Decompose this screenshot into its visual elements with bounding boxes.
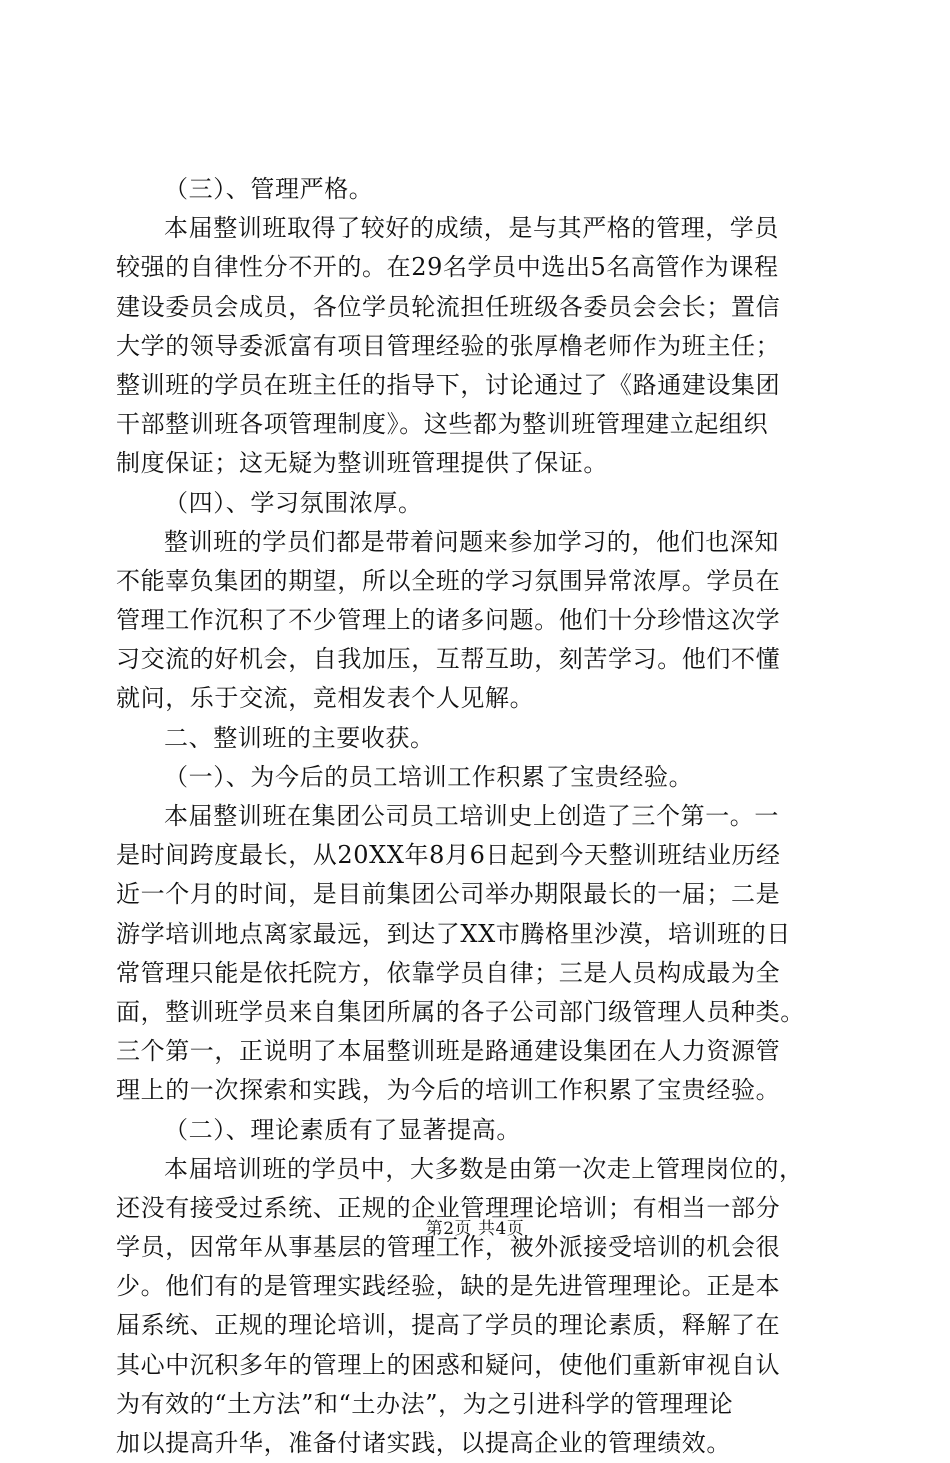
text-line: 游学培训地点离家最远，到达了XX市腾格里沙漠，培训班的日	[116, 919, 791, 948]
text-line: 大学的领导委派富有项目管理经验的张厚橹老师作为班主任；	[116, 331, 781, 360]
text-line: 少。他们有的是管理实践经验，缺的是先进管理理论。正是本	[116, 1272, 781, 1301]
text-line: 建设委员会成员，各位学员轮流担任班级各委员会会长；置信	[116, 292, 781, 321]
text-line: 是时间跨度最长，从20XX年8月6日起到今天整训班结业历经	[116, 841, 781, 870]
text-line: 为有效的“土方法”和“土办法”，为之引进科学的管理理论	[116, 1389, 734, 1418]
text-line: （三）、管理严格。	[164, 175, 374, 203]
text-line: 本届培训班的学员中，大多数是由第一次走上管理岗位的，	[164, 1154, 804, 1183]
document-body	[116, 170, 846, 1463]
text-line: 学员，因常年从事基层的管理工作，被外派接受培训的机会很	[116, 1233, 781, 1262]
text-line: 就问，乐于交流，竞相发表个人见解。	[116, 684, 535, 713]
text-line: 届系统、正规的理论培训，提高了学员的理论素质，释解了在	[116, 1311, 781, 1340]
text-line: 面，整训班学员来自集团所属的各子公司部门级管理人员种类。	[116, 997, 805, 1026]
text-line: 三个第一，正说明了本届整训班是路通建设集团在人力资源管	[116, 1037, 781, 1066]
text-line: 加以提高升华，准备付诸实践，以提高企业的管理绩效。	[116, 1429, 731, 1457]
text-line: 习交流的好机会，自我加压，互帮互助，刻苦学习。他们不懂	[116, 645, 781, 674]
text-line: 整训班的学员们都是带着问题来参加学习的，他们也深知	[164, 527, 779, 556]
text-line: 管理工作沉积了不少管理上的诸多问题。他们十分珍惜这次学	[116, 606, 781, 635]
text-line: 较强的自律性分不开的。在29名学员中选出5名高管作为课程	[116, 253, 779, 282]
page-footer: 第2页 共4页	[425, 1219, 525, 1239]
text-line: 干部整训班各项管理制度》。这些都为整训班管理建立起组织	[116, 410, 769, 439]
text-line: 本届整训班取得了较好的成绩，是与其严格的管理，学员	[164, 214, 779, 243]
text-line: 不能辜负集团的期望，所以全班的学习氛围异常浓厚。学员在	[116, 566, 781, 595]
text-line: （一）、为今后的员工培训工作积累了宝贵经验。	[164, 762, 694, 791]
text-line: 理上的一次探索和实践，为今后的培训工作积累了宝贵经验。	[116, 1076, 781, 1105]
text-line: 二、整训班的主要收获。	[164, 723, 435, 752]
text-line: 制度保证；这无疑为整训班管理提供了保证。	[116, 449, 608, 478]
text-line: 整训班的学员在班主任的指导下，讨论通过了《路通建设集团	[116, 370, 781, 399]
text-line: 其心中沉积多年的管理上的困惑和疑问，使他们重新审视自认	[116, 1350, 781, 1379]
text-line: （二）、理论素质有了显著提高。	[164, 1115, 521, 1144]
text-line: （四）、学习氛围浓厚。	[164, 488, 423, 517]
text-line: 本届整训班在集团公司员工培训史上创造了三个第一。一	[164, 802, 779, 830]
text-line: 还没有接受过系统、正规的企业管理理论培训；有相当一部分	[116, 1193, 781, 1222]
text-line: 近一个月的时间，是目前集团公司举办期限最长的一届；二是	[116, 880, 781, 909]
text-line: 常管理只能是依托院方，依靠学员自律；三是人员构成最为全	[116, 958, 781, 987]
